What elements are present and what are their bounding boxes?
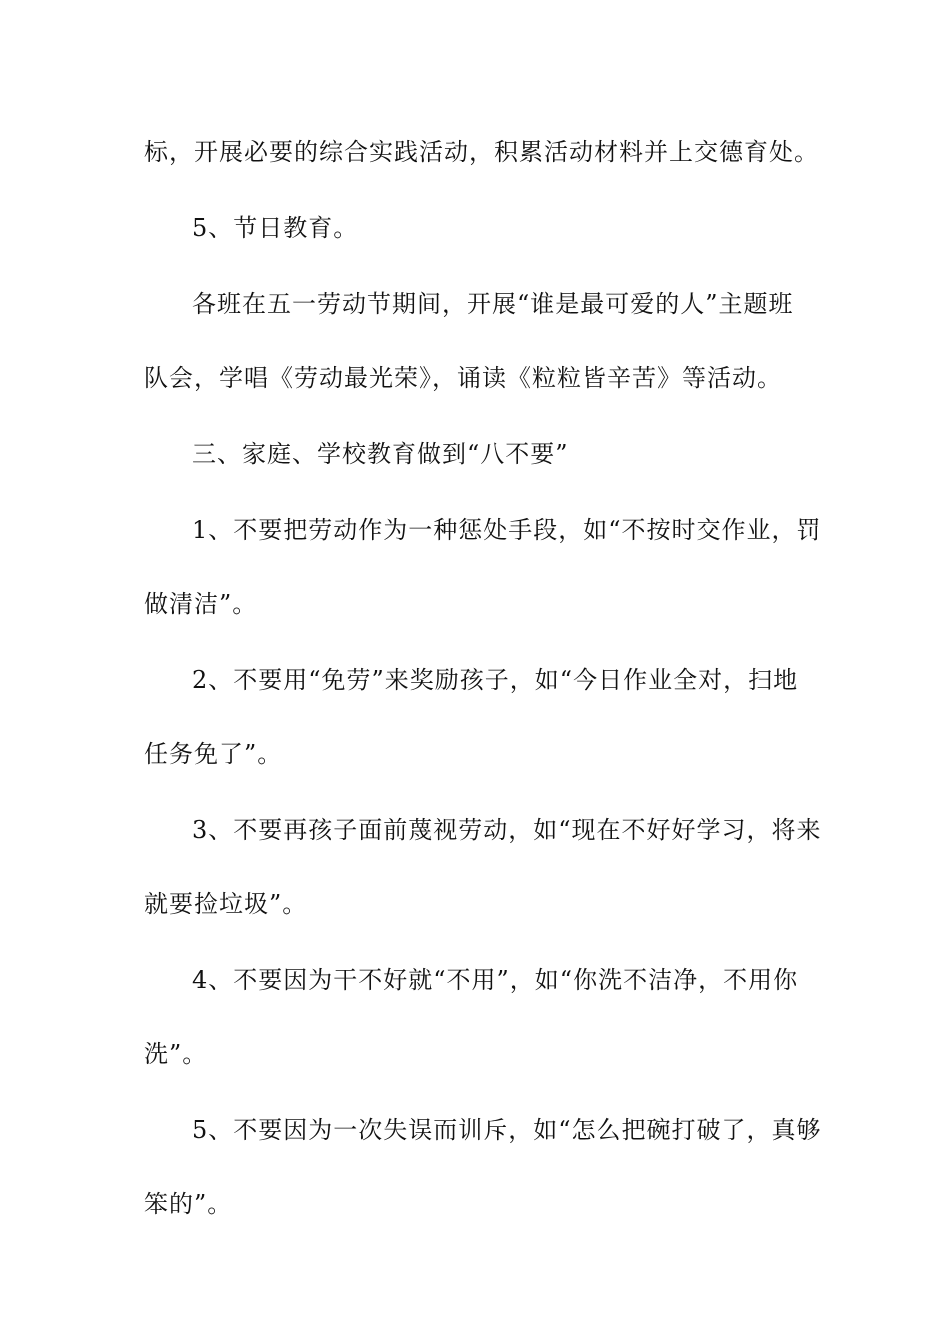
list-item-continuation: 任务免了”。 [144,740,283,768]
list-item: 2、不要用“免劳”来奖励孩子，如“今日作业全对，扫地 [192,666,799,694]
paragraph-line: 各班在五一劳动节期间，开展“谁是最可爱的人”主题班 [192,290,794,318]
list-item: 4、不要因为干不好就“不用”，如“你洗不洁净，不用你 [192,966,799,994]
list-item-continuation: 就要捡垃圾”。 [144,890,308,918]
list-item: 5、不要因为一次失误而训斥，如“怎么把碗打破了，真够 [192,1116,822,1144]
section-heading: 三、家庭、学校教育做到“八不要” [192,440,569,468]
paragraph-line: 标，开展必要的综合实践活动，积累活动材料并上交德育处。 [144,138,819,166]
list-item-continuation: 洗”。 [144,1040,208,1068]
list-item-continuation: 笨的”。 [144,1190,233,1218]
list-item: 1、不要把劳动作为一种惩处手段，如“不按时交作业，罚 [192,516,822,544]
list-item-continuation: 做清洁”。 [144,590,258,618]
list-item: 3、不要再孩子面前蔑视劳动，如“现在不好好学习，将来 [192,816,822,844]
section-heading: 5、节日教育。 [192,214,359,242]
paragraph-line: 队会，学唱《劳动最光荣》，诵读《粒粒皆辛苦》等活动。 [144,364,782,392]
